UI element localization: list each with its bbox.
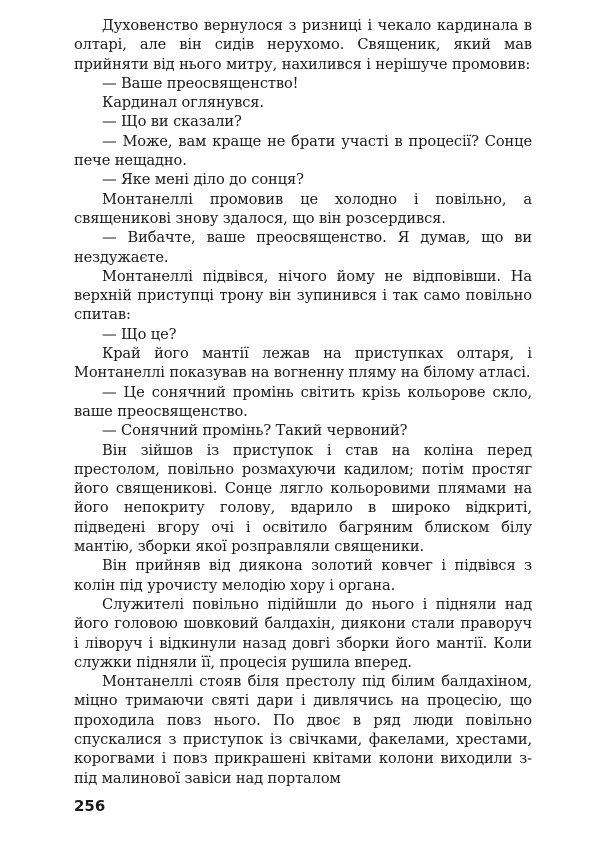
- paragraph: Духовенство вернулося з ризниці і чекало кардинала в олтарі, але він сидів нерухомо. Священик, який мав прийняти від нього митру, нахилився і нерішуче промовив:: [74, 17, 532, 73]
- paragraph: — Вибачте, ваше преосвященство. Я думав, що ви нездужаєте.: [74, 229, 532, 266]
- paragraph: — Сонячний промінь? Такий червоний?: [102, 422, 408, 440]
- paragraph: — Ваше преосвященство!: [102, 74, 299, 92]
- paragraph: Служителі повільно підійшли до нього і підняли над його головою шовковий балдахін, диякони стали праворуч і ліворуч і відкинули назад довгі зборки його мантії. Коли служки підняли її, процесія рушила вперед.: [74, 595, 532, 671]
- paragraph: — Що це?: [102, 325, 177, 343]
- paragraph: Кардинал оглянувся.: [102, 94, 264, 112]
- page-text: [74, 16, 532, 788]
- paragraph: Монтанеллі промовив це холодно і повільно, а священикові знову здалося, що він розсердився.: [74, 190, 532, 227]
- paragraph: Монтанеллі стояв біля престолу під білим балдахіном, міцно тримаючи святі дари і дивлячись на процесію, що проходила повз нього. По двоє в ряд люди повільно спускалися з приступок із свічками, факелами, хрестами, корогвами і повз прикрашені квітами колони виходили з-під малинової завіси над порталом: [74, 673, 532, 787]
- paragraph: Монтанеллі підвівся, нічого йому не відповівши. На верхній приступці трону він зупинився і так само повільно спитав:: [74, 267, 532, 324]
- paragraph: — Це сонячний промінь світить крізь кольорове скло, ваше преосвященство.: [74, 383, 532, 420]
- page-number: 256: [74, 797, 106, 815]
- paragraph: Він зійшов із приступок і став на коліна перед престолом, повільно розмахуючи кадилом; потім простяг його священикові. Сонце лягло кольоровими плямами на його непокриту голову, вдарило в широко відкриті, підведені вгору очі і освітило багряним блиском білу мантію, зборки якої розправляли священики.: [74, 441, 532, 556]
- paragraph: — Може, вам краще не брати участі в процесії? Сонце пече нещадно.: [74, 132, 532, 170]
- paragraph: Він прийняв від диякона золотий ковчег і підвівся з колін під урочисту мелодію хору і органа.: [74, 557, 532, 594]
- paragraph: — Що ви сказали?: [102, 113, 242, 131]
- paragraph: — Яке мені діло до сонця?: [102, 171, 304, 189]
- paragraph: Край його мантії лежав на приступках олтаря, і Монтанеллі показував на вогненну пляму на білому атласі.: [74, 345, 532, 382]
